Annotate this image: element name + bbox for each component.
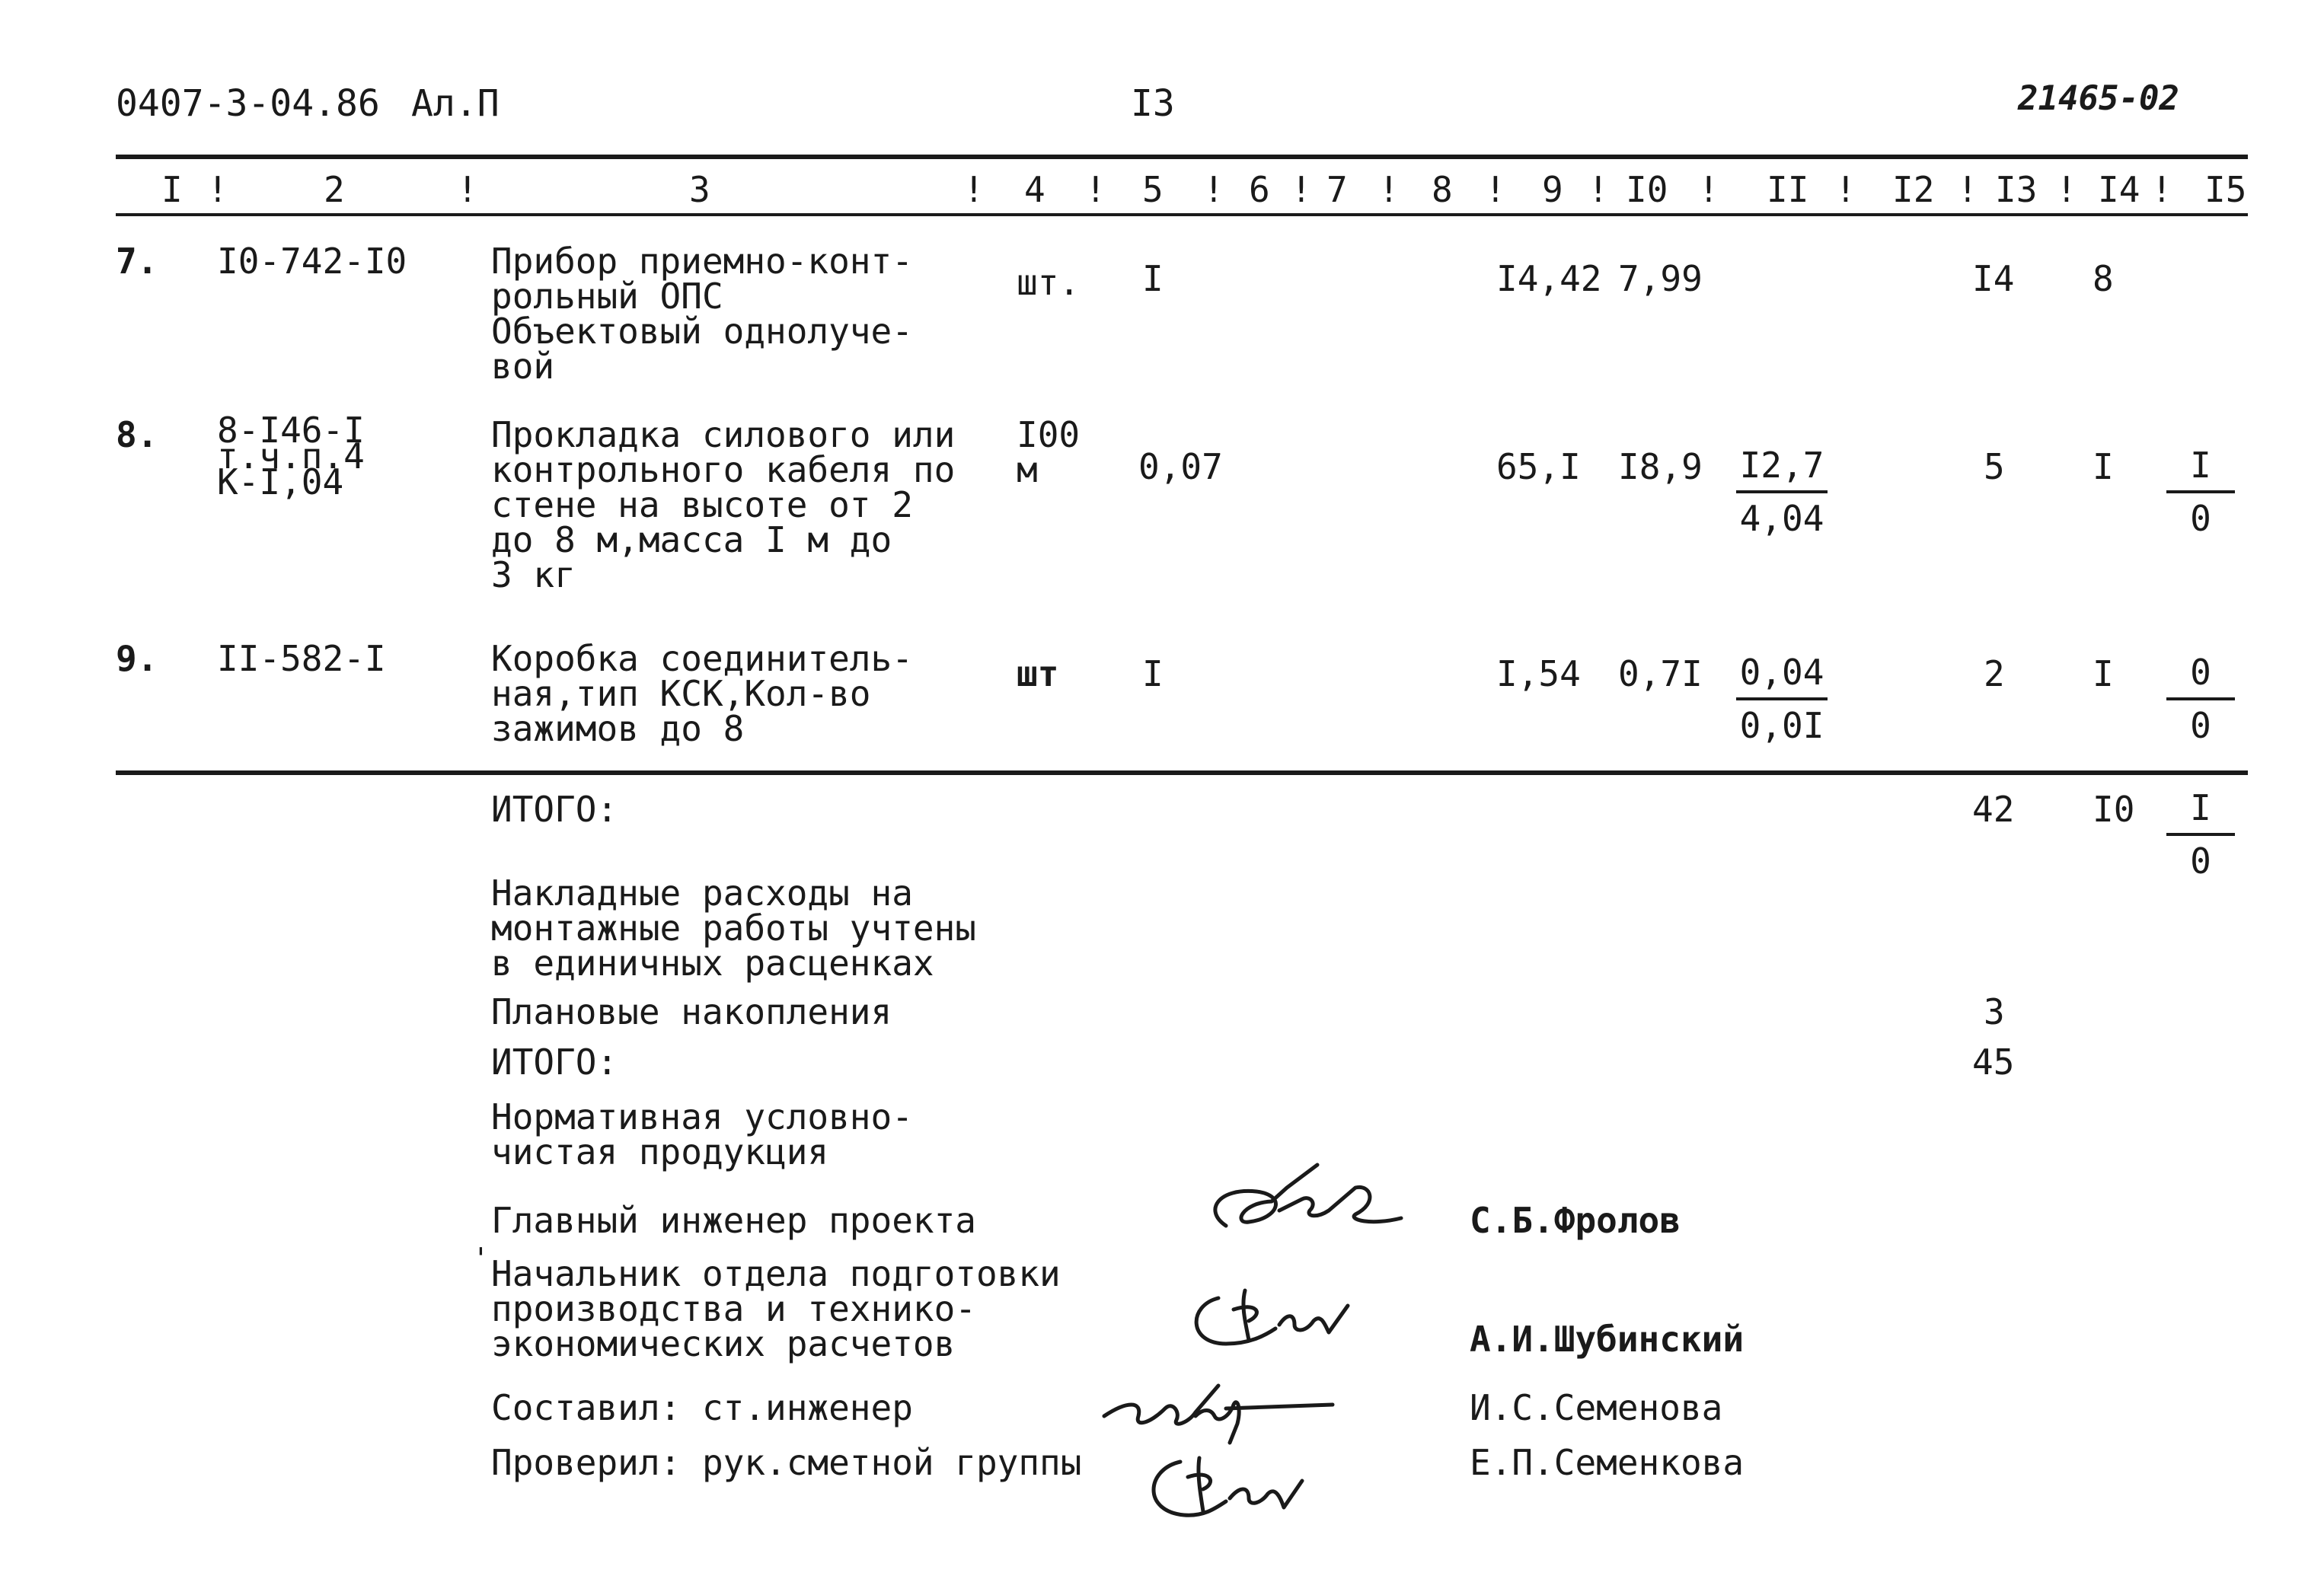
row-unit: I00 м bbox=[1017, 414, 1081, 490]
row-col10: I8,9 bbox=[1618, 446, 1703, 487]
signatory-name: А.И.Шубинский bbox=[1470, 1319, 1745, 1360]
row-code: I0-742-I0 bbox=[217, 241, 407, 282]
row-col13: 2 bbox=[1984, 653, 2005, 694]
row-col13: 5 bbox=[1984, 446, 2005, 487]
column-header-7: 7 bbox=[1326, 169, 1348, 210]
column-separator: ! bbox=[207, 169, 228, 210]
page-number: I3 bbox=[1131, 82, 1175, 125]
signatory-position: Главный инженер проекта bbox=[491, 1200, 976, 1241]
column-header-9: 9 bbox=[1542, 169, 1563, 210]
fraction-numerator: I2,7 bbox=[1736, 448, 1828, 493]
archive-number: 21465-02 bbox=[2018, 79, 2179, 118]
fraction-numerator: 0 bbox=[2166, 655, 2235, 700]
row-code: II-582-I bbox=[217, 638, 386, 679]
column-header-2: 2 bbox=[324, 169, 345, 210]
signatory-position: Составил: ст.инженер bbox=[491, 1387, 913, 1428]
row-col11-fraction bbox=[1736, 445, 1828, 539]
total-col15-fraction bbox=[2166, 787, 2235, 882]
fraction-denominator: 0 bbox=[2190, 705, 2211, 746]
signatory-name: И.С.Семенова bbox=[1470, 1387, 1723, 1428]
fraction-numerator: I bbox=[2166, 448, 2235, 493]
column-separator: ! bbox=[963, 169, 985, 210]
signature-image-department-head bbox=[1173, 1268, 1386, 1359]
album-label: Ал.П bbox=[411, 82, 500, 125]
normative-production-label: Нормативная условно- чистая продукция bbox=[491, 1096, 913, 1172]
overhead-note: Накладные расходы на монтажные работы учтены в единичных расценках bbox=[491, 872, 976, 984]
fraction-denominator: 0 bbox=[2190, 841, 2211, 882]
row-description: Прибор приемно-конт- рольный ОПС Объектовый однолуче- вой bbox=[491, 241, 913, 387]
row-col10: 7,99 bbox=[1618, 258, 1703, 299]
row-col13: I4 bbox=[1972, 258, 2015, 299]
row-col14: I bbox=[2093, 446, 2114, 487]
row-quantity: I bbox=[1142, 653, 1164, 694]
row-number: 8. bbox=[116, 414, 158, 455]
row-description: Прокладка силового или контрольного кабеля по стене на высоте от 2 до 8 м,масса I м до 3 кг bbox=[491, 414, 956, 595]
row-col10: 0,7I bbox=[1618, 653, 1703, 694]
column-header-14: I4 bbox=[2098, 169, 2140, 210]
row-quantity: 0,07 bbox=[1138, 446, 1223, 487]
signature-image-chief-engineer bbox=[1196, 1157, 1409, 1256]
column-header-4: 4 bbox=[1024, 169, 1045, 210]
column-header-11: II bbox=[1767, 169, 1809, 210]
row-code: 8-I46-I т.ч.п.4 К-I,04 bbox=[217, 410, 365, 502]
column-separator: ! bbox=[1378, 169, 1400, 210]
fraction-numerator: I bbox=[2166, 790, 2235, 836]
row-col15-fraction bbox=[2166, 445, 2235, 539]
row-col14: I bbox=[2093, 653, 2114, 694]
row-col9: I,54 bbox=[1496, 653, 1581, 694]
table-bottom-rule bbox=[116, 770, 2248, 775]
row-col15-fraction bbox=[2166, 652, 2235, 746]
grand-total-col13: 45 bbox=[1972, 1042, 2015, 1083]
signatory-name: С.Б.Фролов bbox=[1470, 1200, 1681, 1241]
margin-tick-mark: ' bbox=[472, 1242, 490, 1275]
signatory-position: Проверил: рук.сметной группы bbox=[491, 1442, 1082, 1483]
column-header-13: I3 bbox=[1995, 169, 2038, 210]
row-col9: I4,42 bbox=[1496, 258, 1602, 299]
total-col13: 42 bbox=[1972, 789, 2015, 830]
signatory-name: Е.П.Семенкова bbox=[1470, 1442, 1745, 1483]
column-header-5: 5 bbox=[1142, 169, 1164, 210]
column-separator: ! bbox=[457, 169, 478, 210]
total-label: ИТОГО: bbox=[491, 789, 618, 830]
column-header-1: I bbox=[161, 169, 183, 210]
column-separator: ! bbox=[1698, 169, 1719, 210]
column-separator: ! bbox=[1957, 169, 1978, 210]
grand-total-label: ИТОГО: bbox=[491, 1042, 618, 1083]
row-unit: шт bbox=[1017, 653, 1059, 694]
row-description: Коробка соединитель- ная,тип КСК,Кол-во зажимов до 8 bbox=[491, 638, 913, 749]
column-header-10: I0 bbox=[1626, 169, 1668, 210]
column-header-12: I2 bbox=[1892, 169, 1935, 210]
table-top-rule bbox=[116, 155, 2248, 159]
signatory-position: Начальник отдела подготовки производства и технико- экономических расчетов bbox=[491, 1253, 1061, 1364]
column-header-8: 8 bbox=[1432, 169, 1453, 210]
row-quantity: I bbox=[1142, 258, 1164, 299]
row-number: 7. bbox=[116, 241, 158, 282]
planned-savings-label: Плановые накопления bbox=[491, 991, 892, 1032]
row-col11-fraction bbox=[1736, 652, 1828, 746]
signature-image-checker bbox=[1127, 1439, 1325, 1530]
column-separator: ! bbox=[1485, 169, 1506, 210]
column-header-6: 6 bbox=[1249, 169, 1270, 210]
row-col9: 65,I bbox=[1496, 446, 1581, 487]
row-number: 9. bbox=[116, 638, 158, 679]
planned-savings-col13: 3 bbox=[1984, 991, 2005, 1032]
fraction-denominator: 4,04 bbox=[1739, 498, 1824, 539]
column-separator: ! bbox=[1291, 169, 1312, 210]
column-separator: ! bbox=[2151, 169, 2172, 210]
column-header-3: 3 bbox=[689, 169, 710, 210]
column-separator: ! bbox=[2056, 169, 2077, 210]
column-separator: ! bbox=[1203, 169, 1224, 210]
fraction-denominator: 0,0I bbox=[1739, 705, 1824, 746]
row-unit: шт. bbox=[1017, 262, 1081, 303]
column-separator: ! bbox=[1835, 169, 1856, 210]
document-code: 0407-3-04.86 bbox=[116, 82, 380, 125]
column-separator: ! bbox=[1588, 169, 1609, 210]
row-col14: 8 bbox=[2093, 258, 2114, 299]
column-separator: ! bbox=[1085, 169, 1106, 210]
fraction-numerator: 0,04 bbox=[1736, 655, 1828, 700]
signature-image-compiler bbox=[1097, 1370, 1340, 1447]
fraction-denominator: 0 bbox=[2190, 498, 2211, 539]
column-header-15: I5 bbox=[2204, 169, 2247, 210]
table-header-bottom-rule bbox=[116, 213, 2248, 216]
total-col14: I0 bbox=[2093, 789, 2135, 830]
